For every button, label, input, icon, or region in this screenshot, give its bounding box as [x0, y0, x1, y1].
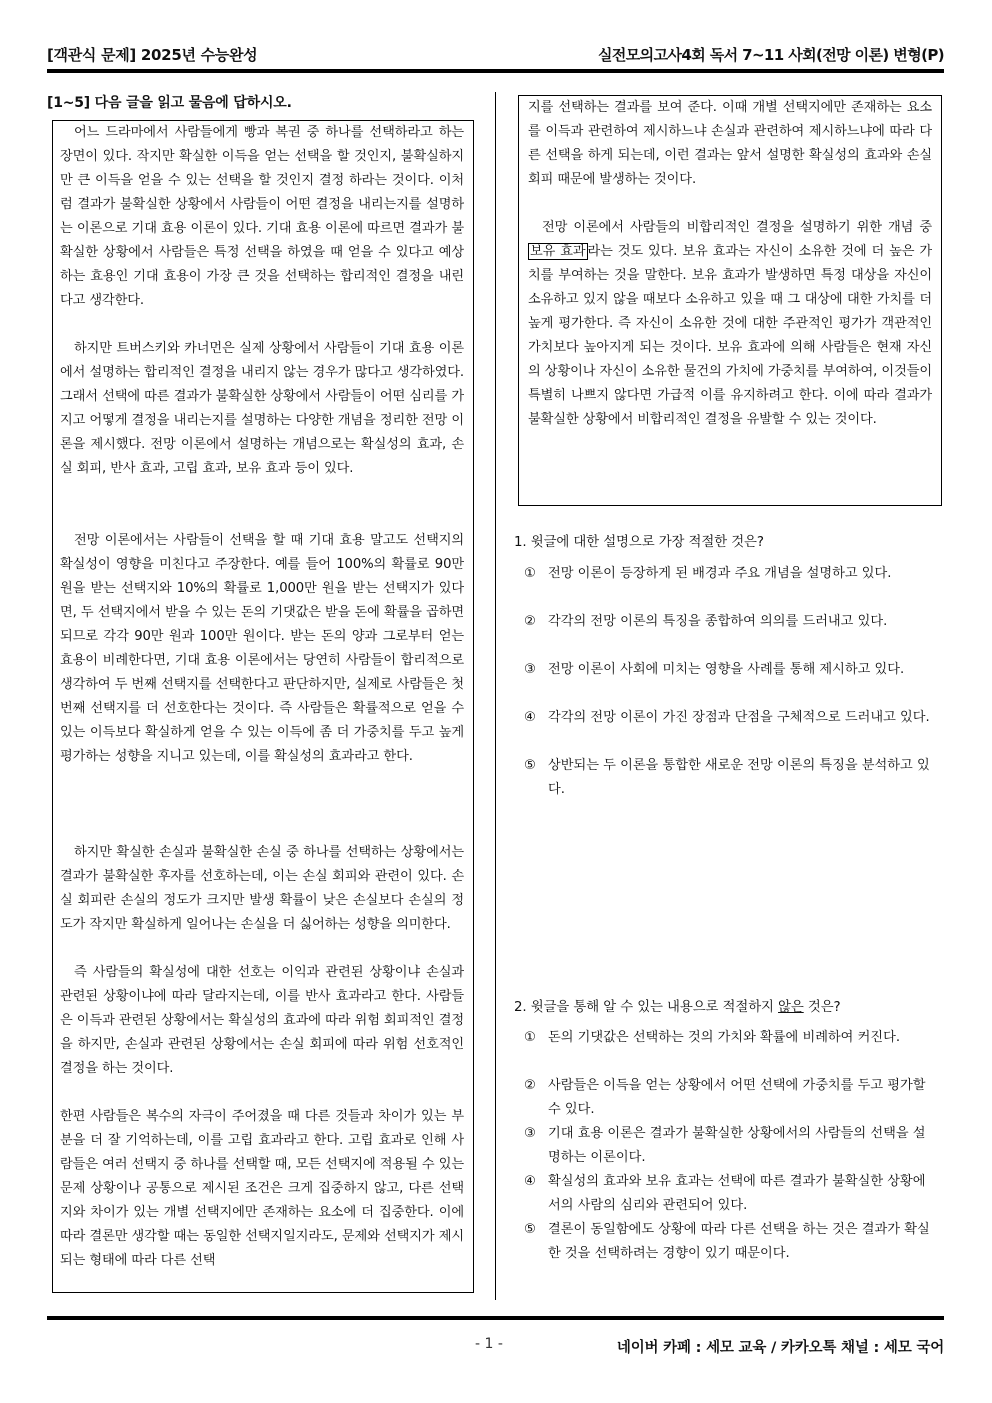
option-text: 각각의 전망 이론이 가진 장점과 단점을 구체적으로 드러내고 있다.	[548, 710, 930, 725]
question-2-stem	[514, 996, 940, 1015]
passage-paragraph-7	[528, 216, 932, 432]
option-text: 돈의 기댓값은 선택하는 것의 가치와 확률에 비례하여 커진다.	[548, 1030, 901, 1045]
q2-stem-tail: 것은?	[803, 1000, 841, 1015]
header-rule	[47, 69, 944, 73]
option-text: 각각의 전망 이론의 특징을 종합하여 의의를 드러내고 있다.	[548, 614, 888, 629]
option-number: ⑤	[524, 1222, 536, 1237]
header-left: [객관식 문제] 2025년 수능완성	[47, 46, 258, 64]
footer-credit: 네이버 카페 : 세모 교육 / 카카오톡 채널 : 세모 국어	[616, 1340, 944, 1356]
q2-option-3[interactable]	[524, 1122, 938, 1170]
option-text: 상반되는 두 이론을 통합한 새로운 전망 이론의 특징을 분석하고 있다.	[548, 758, 930, 797]
option-number: ④	[524, 710, 536, 725]
page-number: - 1 -	[475, 1336, 503, 1352]
option-text: 전망 이론이 사회에 미치는 영향을 사례를 통해 제시하고 있다.	[548, 662, 905, 677]
q2-option-4[interactable]	[524, 1170, 938, 1218]
paragraph-7-lead: 전망 이론에서 사람들의 비합리적인 결정을 설명하기 위한 개념 중	[542, 220, 932, 235]
option-text: 전망 이론이 등장하게 된 배경과 주요 개념을 설명하고 있다.	[548, 566, 892, 581]
option-number: ④	[524, 1174, 536, 1189]
passage-paragraph-3: 전망 이론에서는 사람들이 선택을 할 때 기대 효용 말고도 선택지의 확실성이 영향을 미친다고 주장한다. 예를 들어 100%의 확률로 90만 원을 받는 선택지와 10%의 확률로 1,000만 원을 받는 선택지가 있다면, 두 선택지에서 받을 수 있는 돈의 기댓값은 받을 돈에 확률을 곱하면 되므로 각각 90만 원과 100만 원이다. 받는 돈의 양과 그로부터 얻는 효용이 비례한다면, 기대 효용 이론에서는 당연히 사람들이 합리적으로 생각하여 두 번째 선택지를 선택한다고 판단하지만, 실제로 사람들은 첫 번째 선택지를 더 선호한다는 것이다. 즉 사람들은 확률적으로 얻을 수 있는 이득보다 확실하게 얻을 수 있는 이득에 좀 더 가중치를 두고 높게 평가하는 성향을 지니고 있는데, 이를 확실성의 효과라고 한다.	[60, 533, 464, 764]
question-1-stem: 1. 윗글에 대한 설명으로 가장 적절한 것은?	[514, 535, 764, 550]
header-right: 실전모의고사4회 독서 7~11 사회(전망 이론) 변형(P)	[598, 46, 944, 64]
option-number: ③	[524, 1126, 536, 1141]
passage-paragraph-6: 한편 사람들은 복수의 자극이 주어졌을 때 다른 것들과 차이가 있는 부분을 더 잘 기억하는데, 이를 고립 효과라고 한다. 고립 효과로 인해 사람들은 여러 선택지 중 하나를 선택할 때, 모든 선택지에 적용될 수 있는 문제 상황이나 공통으로 제시된 조건은 크게 집중하지 않고, 다른 선택지와 차이가 있는 개별 선택지에만 존재하는 요소에 더 집중한다. 이에 따라 결론만 생각할 때는 동일한 선택지일지라도, 문제와 선택지가 제시되는 형태에 따라 다른 선택	[60, 1109, 464, 1268]
column-divider	[495, 92, 496, 1300]
q2-option-1[interactable]	[524, 1026, 938, 1050]
q1-option-2[interactable]	[524, 610, 938, 634]
option-number: ②	[524, 614, 536, 629]
boxed-term-endowment-effect: 보유 효과	[530, 244, 586, 259]
instruction: [1~5] 다음 글을 읽고 물음에 답하시오.	[47, 95, 292, 111]
q2-stem-underlined: 않은	[778, 1000, 804, 1015]
footer-rule	[47, 1316, 944, 1320]
paragraph-7-body: 라는 것도 있다. 보유 효과는 자신이 소유한 것에 더 높은 가치를 부여하는 것을 말한다. 보유 효과가 발생하면 특정 대상을 자신이 소유하고 있지 않을 때보다 소유하고 있을 때 그 대상에 대한 가치를 더 높게 평가한다. 즉 자신이 소유한 것에 대한 주관적인 평가가 객관적인 가치보다 높아지게 되는 것이다. 보유 효과에 의해 사람들은 현재 자신의 상황이나 자신이 소유한 물건의 가치에 가중치를 부여하여, 이것들이 특별히 나쁘지 않다면 가급적 이를 유지하려고 한다. 이에 따라 결과가 불확실한 상황에서 비합리적인 결정을 유발할 수 있는 것이다.	[528, 244, 932, 427]
q2-option-5[interactable]	[524, 1218, 938, 1266]
option-text: 확실성의 효과와 보유 효과는 선택에 따른 결과가 불확실한 상황에서의 사람의 심리와 관련되어 있다.	[548, 1174, 926, 1213]
passage-paragraph-6-continued: 지를 선택하는 결과를 보여 준다. 이때 개별 선택지에만 존재하는 요소를 이득과 관련하여 제시하느냐 손실과 관련하여 제시하느냐에 따라 다른 선택을 하게 되는데, 이런 결과는 앞서 설명한 확실성의 효과와 손실 회피 때문에 발생하는 것이다.	[528, 100, 932, 187]
passage-paragraph-4: 하지만 확실한 손실과 불확실한 손실 중 하나를 선택하는 상황에서는 결과가 불확실한 후자를 선호하는데, 이는 손실 회피와 관련이 있다. 손실 회피란 손실의 정도가 크지만 발생 확률이 낮은 손실보다 손실의 정도가 작지만 확실하게 일어나는 손실을 더 싫어하는 성향을 의미한다.	[60, 845, 464, 932]
q1-option-5[interactable]	[524, 754, 938, 802]
option-text: 기대 효용 이론은 결과가 불확실한 상황에서의 사람들의 선택을 설명하는 이론이다.	[548, 1126, 926, 1165]
option-number: ①	[524, 566, 536, 581]
passage-paragraph-1: 어느 드라마에서 사람들에게 빵과 복권 중 하나를 선택하라고 하는 장면이 있다. 작지만 확실한 이득을 얻는 선택을 할 것인지, 불확실하지만 큰 이득을 얻을 수 있는 선택을 할 것인지 결정 하라는 것이다. 이처럼 결과가 불확실한 상황에서 사람들이 어떤 결정을 내리는지를 설명하는 이론으로 기대 효용 이론이 있다. 기대 효용 이론에 따르면 결과가 불확실한 상황에서 사람들은 특정 선택을 하였을 때 얻을 수 있다고 예상하는 효용인 기대 효용이 가장 큰 것을 선택하는 합리적인 결정을 내린다고 생각한다.	[60, 125, 464, 308]
q1-option-3[interactable]	[524, 658, 938, 682]
option-number: ②	[524, 1078, 536, 1093]
option-text: 결론이 동일함에도 상황에 따라 다른 선택을 하는 것은 결과가 확실한 것을 선택하려는 경향이 있기 때문이다.	[548, 1222, 930, 1261]
q2-option-2[interactable]	[524, 1074, 938, 1122]
passage-paragraph-5: 즉 사람들의 확실성에 대한 선호는 이익과 관련된 상황이냐 손실과 관련된 상황이냐에 따라 달라지는데, 이를 반사 효과라고 한다. 사람들은 이득과 관련된 상황에서는 확실성의 효과에 따라 위험 회피적인 결정을 하지만, 손실과 관련된 상황에서는 손실 회피에 따라 위험 선호적인 결정을 하는 것이다.	[60, 965, 464, 1076]
q1-option-4[interactable]	[524, 706, 938, 730]
q1-option-1[interactable]	[524, 562, 938, 586]
passage-paragraph-2: 하지만 트버스키와 카너먼은 실제 상황에서 사람들이 기대 효용 이론에서 설명하는 합리적인 결정을 내리지 않는 경우가 많다고 생각하였다. 그래서 선택에 따른 결과가 불확실한 상황에서 사람들이 어떤 심리를 가지고 어떻게 결정을 내리는지를 설명하는 다양한 개념을 정리한 전망 이론을 제시했다. 전망 이론에서 설명하는 개념으로는 확실성의 효과, 손실 회피, 반사 효과, 고립 효과, 보유 효과 등이 있다.	[60, 341, 464, 476]
option-number: ①	[524, 1030, 536, 1045]
option-number: ③	[524, 662, 536, 677]
option-number: ⑤	[524, 758, 536, 773]
option-text: 사람들은 이득을 얻는 상황에서 어떤 선택에 가중치를 두고 평가할 수 있다.	[548, 1078, 926, 1117]
q2-stem-lead: 2. 윗글을 통해 알 수 있는 내용으로 적절하지	[514, 1000, 779, 1015]
